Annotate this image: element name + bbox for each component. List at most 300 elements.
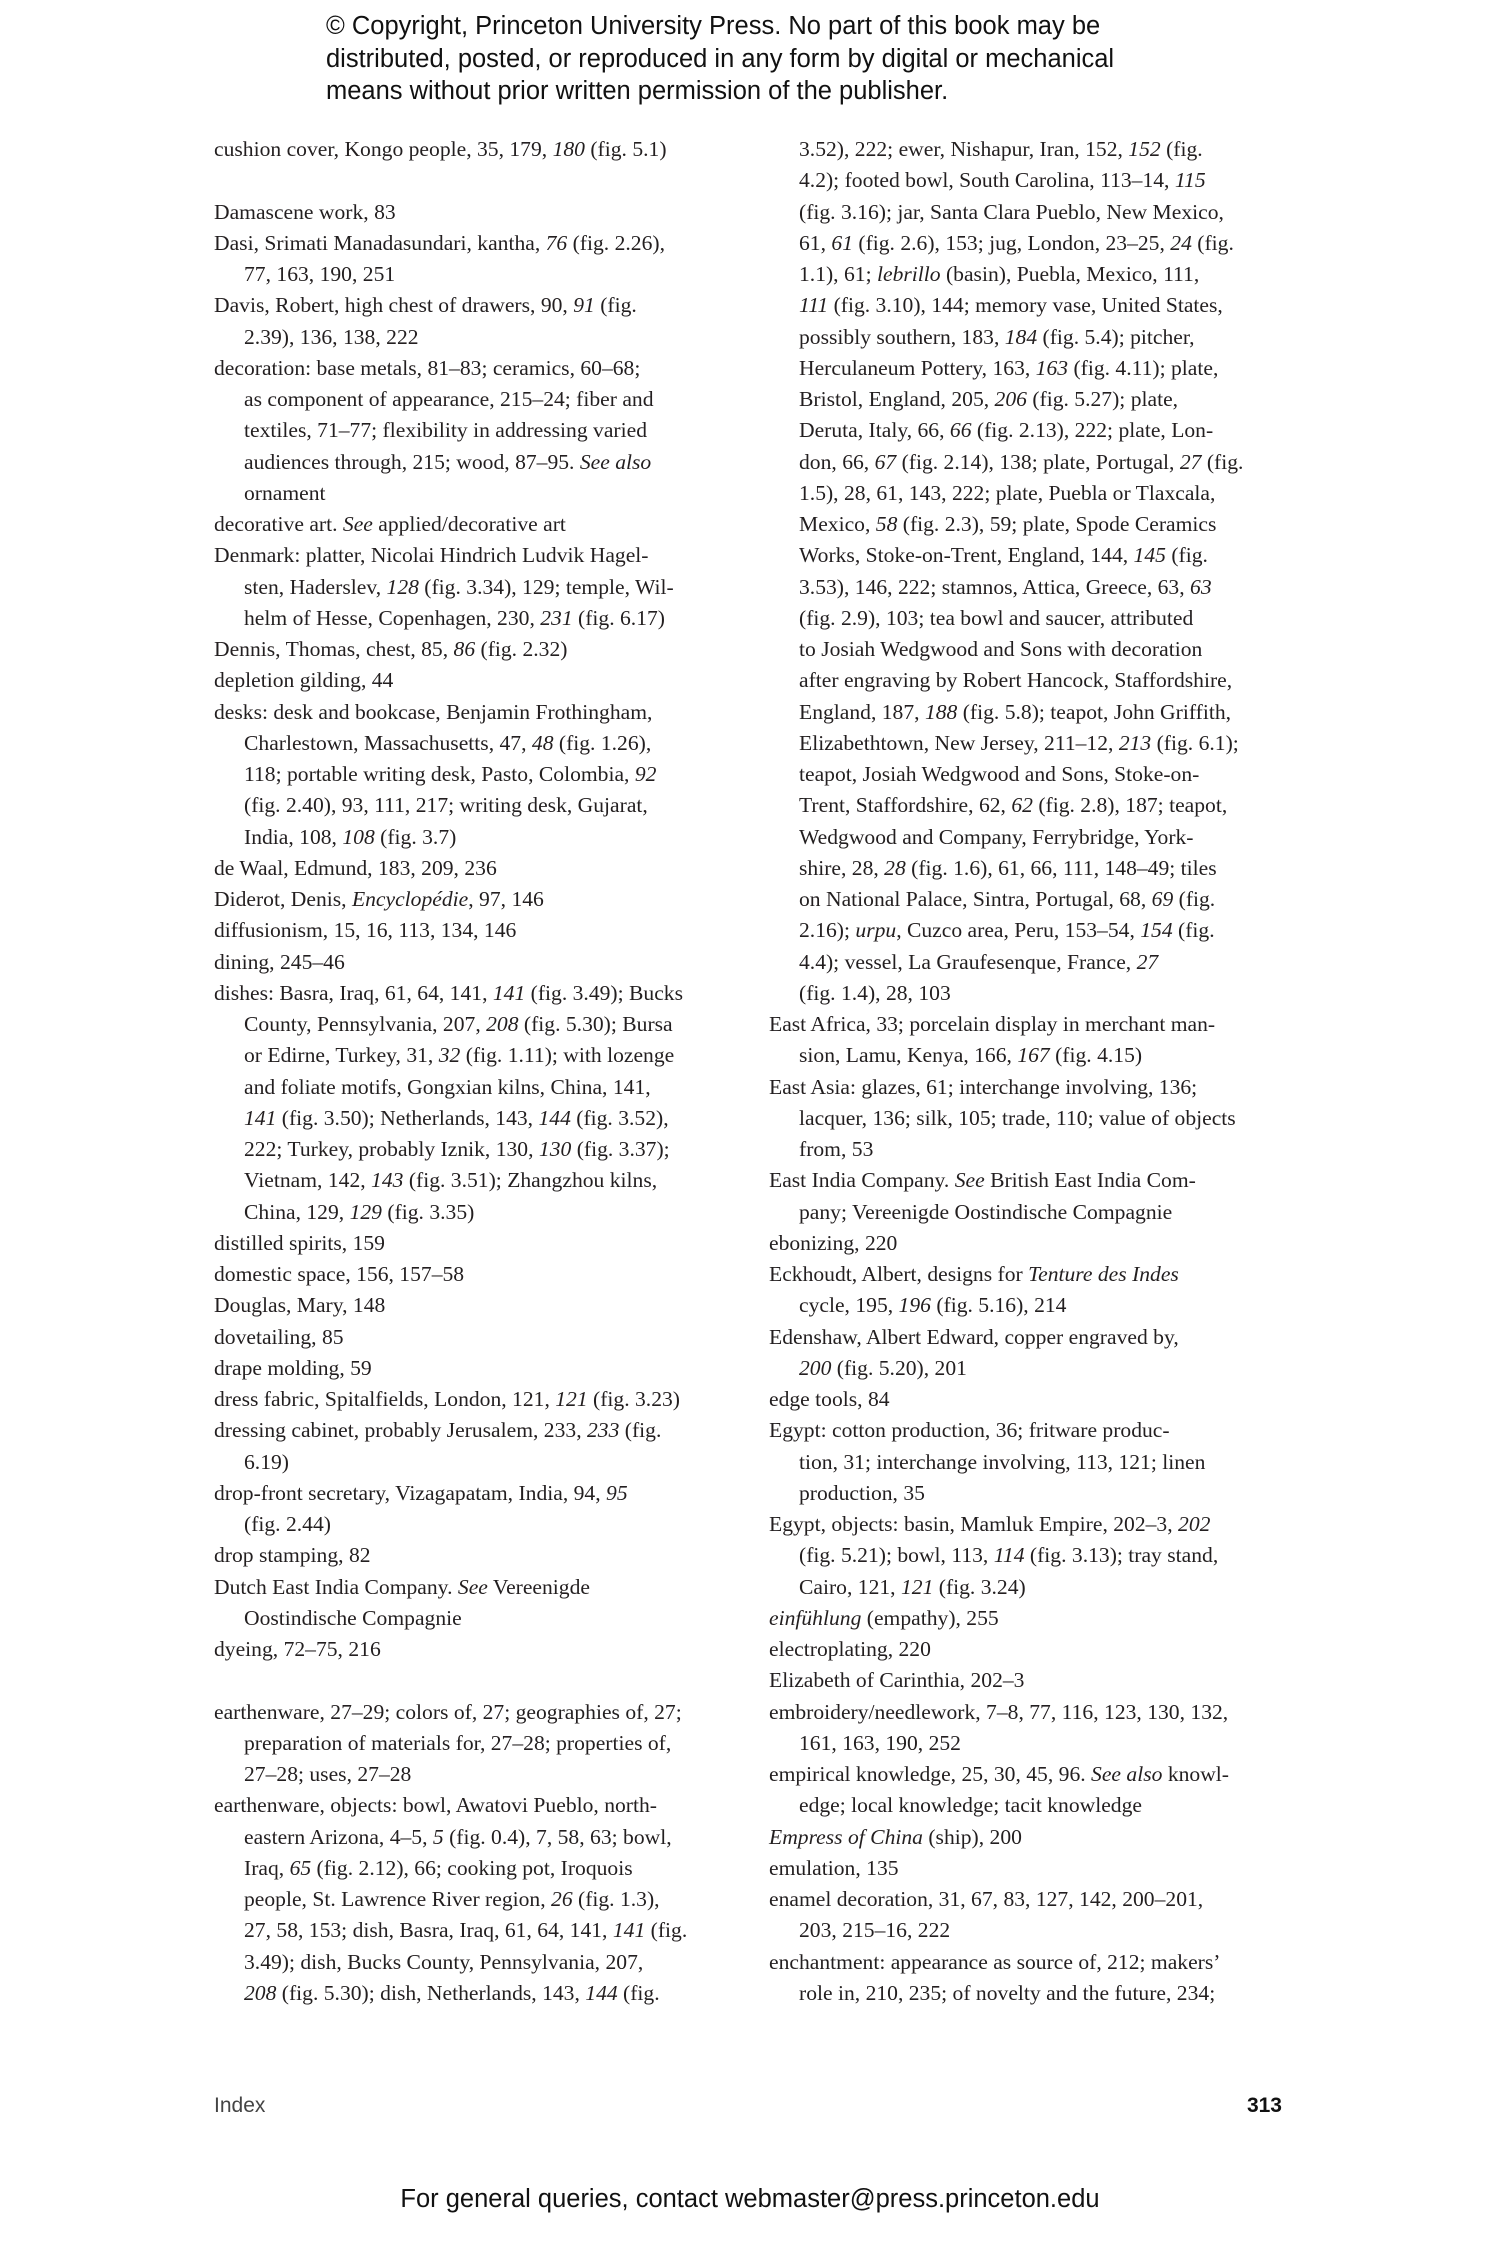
entry-heading-line <box>769 1853 1289 1884</box>
italic-text: 27 <box>1179 449 1202 474</box>
entry-continuation-line <box>769 353 1289 384</box>
entry-text: Deruta, Italy, 66, <box>799 418 950 443</box>
entry-text: (fig. 6.17) <box>572 605 665 630</box>
entry-text: (fig. 5.4); pitcher, <box>1037 324 1195 349</box>
entry-text: 161, 163, 190, 252 <box>799 1730 961 1755</box>
entry-text: textiles, 71–77; flexibility in addressing varied <box>244 418 648 443</box>
entry-text: 4.4); vessel, La Graufesenque, France, <box>799 949 1137 974</box>
entry-text: (fig. 5.1) <box>584 137 667 161</box>
italic-text: 130 <box>538 1137 572 1161</box>
entry-text: cushion cover, Kongo people, 35, 179, <box>214 137 553 161</box>
entry-heading-line <box>769 1884 1289 1915</box>
index-entry <box>214 1540 734 1571</box>
entry-heading-line <box>214 509 734 540</box>
entry-text: (ship), 200 <box>922 1824 1022 1849</box>
entry-continuation-line <box>214 259 734 290</box>
entry-text: (fig. 4.11); plate, <box>1068 355 1219 380</box>
entry-continuation-line <box>214 1009 734 1040</box>
entry-continuation-line <box>214 759 734 790</box>
entry-text: (fig. 2.9), 103; tea bowl and saucer, attributed <box>799 605 1194 630</box>
entry-continuation-line <box>214 384 734 415</box>
entry-text: to Josiah Wedgwood and Sons with decoration <box>799 637 1203 661</box>
entry-heading-line <box>214 353 734 384</box>
entry-heading-line <box>214 1290 734 1321</box>
entry-text: domestic space, 156, 157–58 <box>214 1262 465 1286</box>
entry-text: (fig. 0.4), 7, 58, 63; bowl, <box>443 1824 672 1849</box>
entry-text: (fig. 3.13); tray stand, <box>1024 1543 1219 1568</box>
entry-text: (fig. 3.24) <box>933 1574 1026 1599</box>
index-entry <box>214 1572 734 1635</box>
entry-text: (fig. 3.16); jar, Santa Clara Pueblo, New Mexico, <box>799 199 1224 224</box>
entry-text: possibly southern, 183, <box>799 324 1005 349</box>
italic-text: 129 <box>349 1199 382 1224</box>
entry-text: Cairo, 121, <box>799 1574 901 1599</box>
entry-text: enchantment: appearance as source of, 212; makers’ <box>769 1949 1221 1974</box>
italic-text: 200 <box>799 1355 832 1380</box>
entry-text: (fig. 1.11); with lozenge <box>460 1043 675 1068</box>
entry-text: Dasi, Srimati Manadasundari, kantha, <box>214 230 546 255</box>
entry-text: 61, <box>799 230 832 255</box>
italic-text: 188 <box>924 699 958 724</box>
entry-text: (fig. <box>645 1918 688 1943</box>
entry-text: Douglas, Mary, 148 <box>214 1293 386 1318</box>
entry-text: (fig. 3.50); Netherlands, 143, <box>276 1105 539 1130</box>
entry-text: 1.5), 28, 61, 143, 222; plate, Puebla or Tlaxcala, <box>799 480 1216 505</box>
italic-text: See <box>457 1574 488 1599</box>
index-entry <box>769 1884 1289 1947</box>
entry-text: lacquer, 136; silk, 105; trade, 110; value of objects <box>799 1105 1236 1130</box>
entry-text: empirical knowledge, 25, 30, 45, 96. <box>769 1762 1092 1786</box>
index-entry <box>214 1478 734 1541</box>
index-entry <box>769 1259 1289 1322</box>
entry-text: emulation, 135 <box>769 1855 899 1880</box>
entry-text: applied/decorative art <box>372 512 566 536</box>
entry-text: (fig. 5.30); dish, Netherlands, 143, <box>276 1980 586 2005</box>
entry-text: 1.1), 61; <box>799 262 877 286</box>
italic-text: 48 <box>531 730 554 755</box>
italic-text: 108 <box>342 824 375 849</box>
index-entry <box>214 290 734 353</box>
entry-text: Bristol, England, 205, <box>799 387 995 411</box>
entry-continuation-line <box>769 509 1289 540</box>
entry-continuation-line <box>214 415 734 446</box>
entry-continuation-line <box>214 1040 734 1071</box>
italic-text: 111 <box>799 293 829 318</box>
italic-text: 145 <box>1133 543 1166 568</box>
entry-text: (fig. 3.37); <box>571 1137 670 1161</box>
index-entry <box>214 1228 734 1259</box>
entry-continuation-line <box>769 259 1289 290</box>
entry-heading-line <box>214 665 734 696</box>
entry-continuation-line <box>214 1197 734 1228</box>
italic-text: 95 <box>606 1480 628 1505</box>
entry-text: 6.19) <box>244 1449 289 1474</box>
entry-heading-line <box>214 1540 734 1571</box>
entry-text: (fig. <box>617 1980 660 2005</box>
entry-text: (fig. 5.27); plate, <box>1026 387 1179 411</box>
italic-text: Encyclopédie <box>351 887 469 911</box>
entry-text: East India Company. <box>769 1168 955 1193</box>
italic-text: See <box>954 1168 985 1193</box>
italic-text: 32 <box>438 1043 461 1068</box>
index-entry <box>769 1697 1289 1760</box>
index-entry <box>214 634 734 665</box>
entry-continuation-line <box>214 447 734 478</box>
entry-continuation-line <box>769 697 1289 728</box>
entry-text: (fig. 2.3), 59; plate, Spode Ceramics <box>897 512 1217 536</box>
entry-heading-line <box>214 1634 734 1665</box>
entry-text: sion, Lamu, Kenya, 166, <box>799 1043 1018 1068</box>
entry-continuation-line <box>769 790 1289 821</box>
entry-continuation-line <box>214 1165 734 1196</box>
entry-text: (fig. 3.10), 144; memory vase, United States, <box>828 293 1223 318</box>
entry-text: de Waal, Edmund, 183, 209, 236 <box>214 855 497 880</box>
entry-text: (fig. 2.6), 153; jug, London, 23–25, <box>852 230 1171 255</box>
entry-text: dyeing, 72–75, 216 <box>214 1637 381 1661</box>
entry-text: 3.49); dish, Bucks County, Pennsylvania, 207, <box>244 1949 644 1974</box>
index-entry <box>769 1384 1289 1415</box>
italic-text: 141 <box>244 1105 277 1130</box>
entry-continuation-line <box>769 1790 1289 1821</box>
entry-text: (fig. 2.14), 138; plate, Portugal, <box>896 449 1180 474</box>
entry-text: drop-front secretary, Vizagapatam, India, 94, <box>214 1480 607 1505</box>
entry-text: Vietnam, 142, <box>244 1168 372 1193</box>
entry-continuation-line <box>769 572 1289 603</box>
entry-continuation-line <box>769 978 1289 1009</box>
index-entry <box>214 884 734 915</box>
italic-text: 58 <box>875 512 898 536</box>
entry-heading-line <box>214 1572 734 1603</box>
entry-continuation-line <box>769 853 1289 884</box>
index-entry <box>214 1384 734 1415</box>
entry-heading-line <box>214 697 734 728</box>
entry-text: 3.53), 146, 222; stamnos, Attica, Greece, 63, <box>799 574 1191 599</box>
index-entry <box>214 947 734 978</box>
entry-continuation-line <box>214 322 734 353</box>
italic-text: Empress of China <box>769 1824 923 1849</box>
italic-text: 231 <box>540 605 573 630</box>
entry-text: Charlestown, Massachusetts, 47, <box>244 730 532 755</box>
entry-text: (fig. <box>1172 918 1215 943</box>
entry-text: diffusionism, 15, 16, 113, 134, 146 <box>214 918 517 943</box>
entry-text: Wedgwood and Company, Ferrybridge, York- <box>799 824 1194 849</box>
entry-text: cycle, 195, <box>799 1293 899 1318</box>
entry-text: edge tools, 84 <box>769 1387 890 1411</box>
entry-text: 27, 58, 153; dish, Basra, Iraq, 61, 64, 141, <box>244 1918 613 1943</box>
entry-continuation-line <box>769 1290 1289 1321</box>
entry-text: (fig. 5.8); teapot, John Griffith, <box>957 699 1232 724</box>
entry-continuation-line <box>769 884 1289 915</box>
entry-text: depletion gilding, 44 <box>214 668 394 693</box>
entry-continuation-line <box>214 478 734 509</box>
italic-text: See <box>342 512 373 536</box>
entry-text: (fig. 3.49); Bucks <box>525 980 684 1005</box>
entry-heading-line <box>769 1415 1289 1446</box>
entry-text: Eckhoudt, Albert, designs for <box>769 1262 1029 1286</box>
entry-text: (fig. 2.26), <box>567 230 665 255</box>
index-entry <box>214 1290 734 1321</box>
entry-heading-line <box>769 1509 1289 1540</box>
index-entry <box>214 134 734 165</box>
entry-text: Trent, Staffordshire, 62, <box>799 793 1012 818</box>
entry-continuation-line <box>769 1040 1289 1071</box>
entry-continuation-line <box>214 1603 734 1634</box>
entry-text: decorative art. <box>214 512 343 536</box>
italic-text: 144 <box>538 1105 571 1130</box>
index-entry <box>214 978 734 1228</box>
index-column-left <box>214 134 734 2009</box>
index-entry <box>769 1822 1289 1853</box>
italic-text: 208 <box>244 1980 277 2005</box>
entry-continuation-line <box>214 822 734 853</box>
entry-text: Edenshaw, Albert Edward, copper engraved by, <box>769 1324 1179 1349</box>
entry-heading-line <box>214 1415 734 1446</box>
entry-continuation-line <box>769 1540 1289 1571</box>
entry-text: 118; portable writing desk, Pasto, Colombia, <box>244 762 635 786</box>
index-entry <box>214 1415 734 1478</box>
entry-text: electroplating, 220 <box>769 1637 931 1661</box>
entry-text: (empathy), 255 <box>861 1605 999 1630</box>
entry-text: drop stamping, 82 <box>214 1543 371 1568</box>
entry-heading-line <box>214 1259 734 1290</box>
entry-text: (fig. <box>1165 543 1208 568</box>
index-entry <box>769 1634 1289 1665</box>
entry-text: earthenware, objects: bowl, Awatovi Pueblo, north- <box>214 1793 657 1818</box>
entry-text: 2.39), 136, 138, 222 <box>244 324 419 349</box>
index-entry <box>214 1634 734 1665</box>
index-entry <box>214 1322 734 1353</box>
entry-heading-line <box>214 1353 734 1384</box>
index-entry <box>214 1259 734 1290</box>
entry-continuation-line <box>214 1978 734 2009</box>
entry-heading-line <box>214 1790 734 1821</box>
italic-text: 208 <box>486 1012 519 1036</box>
entry-continuation-line <box>769 197 1289 228</box>
entry-text: knowl- <box>1162 1762 1229 1786</box>
entry-heading-line <box>769 1759 1289 1790</box>
entry-heading-line <box>214 134 734 165</box>
entry-text: shire, 28, <box>799 855 885 880</box>
entry-text: Iraq, <box>244 1855 290 1880</box>
index-entry <box>214 228 734 291</box>
index-entry <box>214 1697 734 1791</box>
entry-heading-line <box>769 1009 1289 1040</box>
entry-heading-line <box>769 1603 1289 1634</box>
italic-text: 5 <box>432 1824 444 1849</box>
entry-text: (fig. 4.15) <box>1049 1043 1143 1068</box>
entry-text: , 97, 146 <box>468 887 544 911</box>
italic-text: 233 <box>587 1418 620 1443</box>
entry-text: helm of Hesse, Copenhagen, 230, <box>244 605 541 630</box>
entry-text: (fig. <box>1173 887 1216 911</box>
italic-text: 86 <box>453 637 476 661</box>
italic-text: 121 <box>555 1387 588 1411</box>
entry-text: production, 35 <box>799 1480 925 1505</box>
entry-heading-line <box>769 1947 1289 1978</box>
entry-text: China, 129, <box>244 1199 350 1224</box>
italic-text: 128 <box>386 574 419 599</box>
index-entry <box>214 197 734 228</box>
italic-text: 141 <box>612 1918 646 1943</box>
index-entry <box>769 1009 1289 1072</box>
entry-text: , Cuzco area, Peru, 153–54, <box>896 918 1141 943</box>
entry-text: ornament <box>244 480 326 505</box>
entry-continuation-line <box>769 1197 1289 1228</box>
entry-heading-line <box>769 1697 1289 1728</box>
entry-continuation-line <box>769 1915 1289 1946</box>
entry-text: (basin), Puebla, Mexico, 111, <box>940 262 1200 286</box>
entry-continuation-line <box>769 540 1289 571</box>
entry-text: (fig. 3.52), <box>570 1105 669 1130</box>
entry-continuation-line <box>769 947 1289 978</box>
italic-text: 180 <box>552 137 585 161</box>
entry-text: (fig. 3.23) <box>587 1387 680 1411</box>
entry-continuation-line <box>769 634 1289 665</box>
entry-text: Dutch East India Company. <box>214 1574 458 1599</box>
entry-continuation-line <box>214 1728 734 1759</box>
entry-text: (fig. <box>619 1418 662 1443</box>
index-entry <box>214 915 734 946</box>
entry-text: embroidery/needlework, 7–8, 77, 116, 123, 130, 132, <box>769 1699 1229 1724</box>
entry-text: Vereenigde <box>487 1574 590 1599</box>
entry-heading-line <box>769 1384 1289 1415</box>
index-entry <box>769 1165 1289 1228</box>
index-entry <box>214 540 734 634</box>
index-entry <box>769 1072 1289 1166</box>
entry-continuation-line <box>769 759 1289 790</box>
entry-text: (fig. 1.26), <box>553 730 652 755</box>
index-column-right <box>769 134 1289 2009</box>
entry-text: decoration: base metals, 81–83; ceramics, 60–68; <box>214 355 641 380</box>
entry-text: (fig. 2.8), 187; teapot, <box>1032 793 1228 818</box>
entry-text: 77, 163, 190, 251 <box>244 262 396 286</box>
entry-text: tion, 31; interchange involving, 113, 121; linen <box>799 1449 1206 1474</box>
entry-text: Elizabethtown, New Jersey, 211–12, <box>799 730 1119 755</box>
entry-continuation-line <box>769 290 1289 321</box>
entry-text: Davis, Robert, high chest of drawers, 90, <box>214 293 574 318</box>
entry-continuation-line <box>769 134 1289 165</box>
entry-heading-line <box>769 1165 1289 1196</box>
index-entry <box>214 697 734 853</box>
entry-continuation-line <box>214 1915 734 1946</box>
italic-text: 67 <box>874 449 897 474</box>
entry-continuation-line <box>769 384 1289 415</box>
entry-text: (fig. 1.3), <box>572 1887 660 1911</box>
entry-text: (fig. 1.6), 61, 66, 111, 148–49; tiles <box>905 855 1217 880</box>
entry-heading-line <box>214 1384 734 1415</box>
entry-continuation-line <box>214 1884 734 1915</box>
entry-text: (fig. 2.12), 66; cooking pot, Iroquois <box>311 1855 633 1880</box>
entry-heading-line <box>214 947 734 978</box>
entry-continuation-line <box>214 1853 734 1884</box>
index-entry <box>214 1353 734 1384</box>
entry-text: 4.2); footed bowl, South Carolina, 113–14, <box>799 168 1175 193</box>
italic-text: 92 <box>634 762 657 786</box>
index-entry <box>769 1603 1289 1634</box>
copyright-notice <box>326 10 1226 108</box>
entry-text: and foliate motifs, Gongxian kilns, China, 141, <box>244 1074 651 1099</box>
entry-continuation-line <box>214 1072 734 1103</box>
entry-heading-line <box>769 1665 1289 1696</box>
entry-text: audiences through, 215; wood, 87–95. <box>244 449 580 474</box>
entry-text: sten, Haderslev, <box>244 574 387 599</box>
entry-text: teapot, Josiah Wedgwood and Sons, Stoke-on- <box>799 762 1200 786</box>
entry-text: (fig. 3.51); Zhangzhou kilns, <box>403 1168 658 1193</box>
entry-continuation-line <box>214 572 734 603</box>
entry-continuation-line <box>769 728 1289 759</box>
entry-continuation-line <box>769 1978 1289 2009</box>
index-entry <box>769 1947 1289 2010</box>
entry-text: Damascene work, 83 <box>214 199 396 224</box>
italic-text: See also <box>579 449 652 474</box>
entry-text: enamel decoration, 31, 67, 83, 127, 142, 200–201, <box>769 1887 1204 1911</box>
italic-text: 152 <box>1128 137 1161 161</box>
entry-text: distilled spirits, 159 <box>214 1230 385 1255</box>
letter-group-spacer <box>214 165 734 196</box>
entry-text: East Africa, 33; porcelain display in merchant man- <box>769 1012 1216 1036</box>
entry-heading-line <box>214 540 734 571</box>
entry-text: desks: desk and bookcase, Benjamin Frothingham, <box>214 699 653 724</box>
entry-continuation-line <box>214 790 734 821</box>
entry-text: (fig. 2.13), 222; plate, Lon- <box>971 418 1214 443</box>
index-entry <box>214 1790 734 2009</box>
entry-heading-line <box>769 1072 1289 1103</box>
contact-notice: For general queries, contact webmaster@press.princeton.edu <box>400 2185 1100 2213</box>
index-entry-continued <box>769 134 1289 1009</box>
entry-text: Dennis, Thomas, chest, 85, <box>214 637 454 661</box>
entry-continuation-line <box>214 1947 734 1978</box>
entry-text: don, 66, <box>799 449 875 474</box>
entry-text: (fig. 5.16), 214 <box>930 1293 1067 1318</box>
entry-text: (fig. 2.44) <box>244 1512 331 1536</box>
entry-text: 27–28; uses, 27–28 <box>244 1762 412 1786</box>
entry-text: dovetailing, 85 <box>214 1324 344 1349</box>
entry-text: Egypt: cotton production, 36; fritware produc- <box>769 1418 1170 1443</box>
italic-text: 63 <box>1190 574 1212 599</box>
entry-text: dining, 245–46 <box>214 949 345 974</box>
entry-text: dressing cabinet, probably Jerusalem, 233, <box>214 1418 587 1443</box>
italic-text: 91 <box>573 293 595 318</box>
index-entry <box>769 1759 1289 1822</box>
italic-text: 213 <box>1118 730 1152 755</box>
italic-text: 66 <box>949 418 972 443</box>
index-entry <box>769 1228 1289 1259</box>
entry-heading-line <box>214 853 734 884</box>
entry-text: after engraving by Robert Hancock, Staffordshire, <box>799 668 1233 693</box>
entry-continuation-line <box>769 478 1289 509</box>
index-entry <box>214 509 734 540</box>
entry-text: on National Palace, Sintra, Portugal, 68, <box>799 887 1152 911</box>
entry-text: Works, Stoke-on-Trent, England, 144, <box>799 543 1134 568</box>
index-entry <box>214 353 734 509</box>
italic-text: lebrillo <box>876 262 941 286</box>
entry-text: 222; Turkey, probably Iznik, 130, <box>244 1137 539 1161</box>
index-entry <box>769 1853 1289 1884</box>
italic-text: 196 <box>898 1293 931 1318</box>
entry-text: role in, 210, 235; of novelty and the future, 234; <box>799 1980 1216 2005</box>
index-entry <box>769 1665 1289 1696</box>
entry-text: (fig. <box>1160 137 1203 161</box>
entry-text: (fig. 3.7) <box>374 824 457 849</box>
entry-heading-line <box>214 290 734 321</box>
italic-text: 143 <box>371 1168 404 1193</box>
entry-heading-line <box>214 1228 734 1259</box>
entry-text: Herculaneum Pottery, 163, <box>799 355 1036 380</box>
entry-text: 3.52), 222; ewer, Nishapur, Iran, 152, <box>799 137 1129 161</box>
italic-text: 27 <box>1136 949 1159 974</box>
entry-continuation-line <box>214 1103 734 1134</box>
italic-text: 115 <box>1174 168 1206 193</box>
